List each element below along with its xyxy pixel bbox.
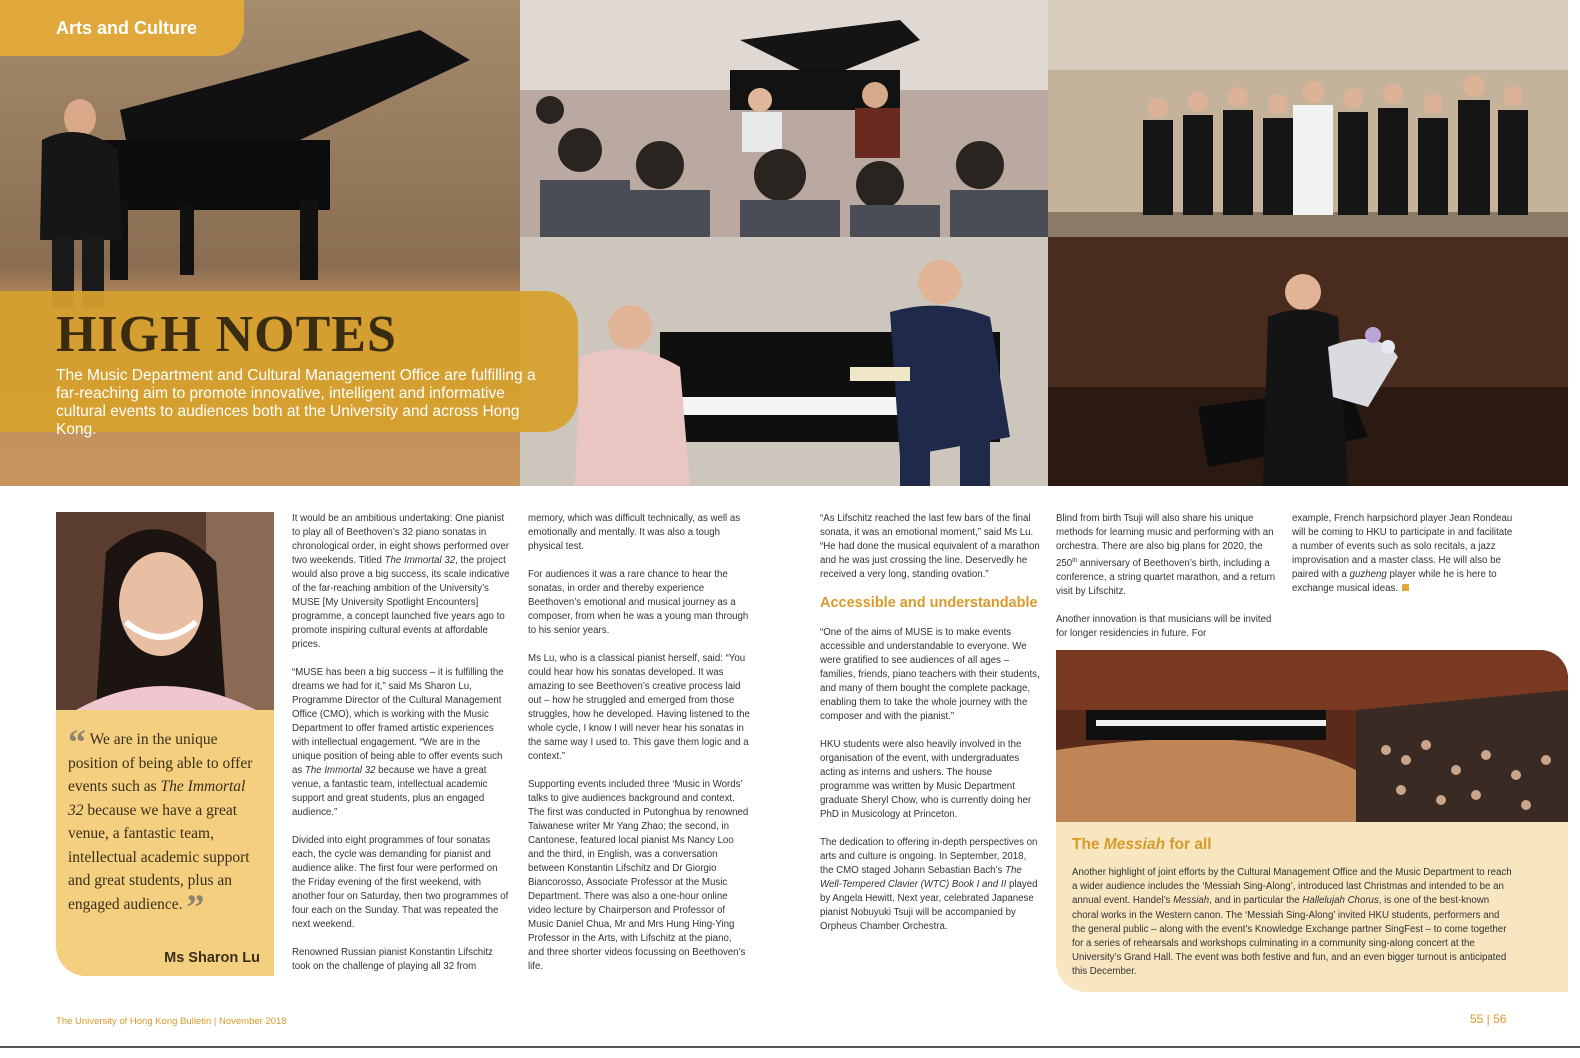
photo-pianist-bouquet: [1048, 237, 1568, 486]
photo-choir-concert: [1056, 650, 1568, 822]
bottom-rule: [0, 1046, 1580, 1048]
paragraph: Supporting events included three ‘Music in Words’ talks to give audiences background and context. The first was conducted in Putonghua by renowned Taiwanese writer Mr Yang Zhao; the second, in Cantonese, featured local pianist Ms Nancy Loo and the third, in English, was a conversation between Konstantin Lifschitz and Dr Giorgio Biancorosso, Associate Professor at the Music Department. There was also a one-hour online video lecture by Chairperson and Professor of Music Daniel Chua, Mr and Mrs Hung Hing-Ying Professor in the Arts, with Lifschitz at the piano, and three shorter videos focussing on Beethoven’s life.: [528, 779, 749, 972]
paragraph: example, French harpsichord player Jean Rondeau will be coming to HKU to participate in and facilitate a number of events such as solo recitals, a jazz improvisation and a master class. He will also be paired with a guzheng player while he is here to exchange musical ideas.: [1292, 513, 1513, 594]
paragraph: HKU students were also heavily involved in the organisation of the event, with undergraduates acting as interns and ushers. The house programme was written by Music Department graduate Sheryl Chow, who is currently doing her PhD in Musicology at Princeton.: [820, 739, 1032, 820]
pull-quote-body: We are in the unique position of being able to offer events such as: [68, 731, 253, 795]
portrait-photo: [56, 512, 274, 710]
article-column-3: [820, 512, 1042, 948]
paragraph: Renowned Russian pianist Konstantin Lifschitz took on the challenge of playing all 32 from: [292, 947, 493, 972]
pull-quote: [56, 710, 274, 976]
paragraph: Ms Lu, who is a classical pianist herself, said: “You could hear how his sonatas developed. It was amazing to see Beethoven’s creative process laid out – how he struggled and emerged from those struggles, how he developed. Having listened to the whole cycle, I know I will never hear his sonatas in the same way I used to. This gave them logic and a context.”: [528, 653, 750, 762]
paragraph: Divided into eight programmes of four sonatas each, the cycle was demanding for pianist and audience alike. The first four were performed on the Friday evening of the first weekend, with another four on Saturday, then two programmes of four each on the Sunday. That was repeated the next weekend.: [292, 835, 509, 930]
paragraph: “MUSE has been a big success – it is fulfilling the dreams we had for it,” said Ms Sharon Lu, Programme Director of the Cultural Management Office (CMO), which is working with the Music Department to offer framed artistic experiences with intellectual engagement. “We are in the unique position of being able to offer events such as The Immortal 32 because we have a great venue, a fantastic team, intellectual academic support and great students, plus an engaged audience.”: [292, 667, 504, 818]
standfirst: The Music Department and Cultural Management Office are fulfilling a far-reaching aim to promote innovative, intelligent and informative cultural events to audiences both at the University and across Hong Kong.: [56, 367, 536, 438]
pull-quote-body-end: because we have a great venue, a fantastic team, intellectual academic support and great students, plus an engaged audience.: [68, 801, 250, 913]
open-quote-mark: “: [68, 722, 86, 762]
paragraph: It would be an ambitious undertaking: One pianist to play all of Beethoven’s 32 piano sonatas in chronological order, in eight shows performed over two weekends. Titled The Immortal 32, the project would also prove a big success, its scale indicative of the far-reaching ambition of the University’s MUSE [My University Spotlight Encounters] programme, a concept launched five years ago to promote inspiring cultural events at affordable prices.: [292, 513, 510, 650]
subheading: Accessible and understandable: [820, 595, 1038, 611]
section-tag: Arts and Culture: [0, 0, 244, 56]
paragraph: The dedication to offering in-depth perspectives on arts and culture is ongoing. In September, 2018, the CMO staged Johann Sebastian Bach’s The Well-Tempered Clavier (WTC) Book I and II played by Angela Hewitt. Next year, celebrated Japanese pianist Nobuyuki Tsuji will be accompanied by Orpheus Chamber Orchestra.: [820, 837, 1038, 932]
photo-group-portrait: [1048, 0, 1568, 237]
article-column-4: [1056, 512, 1278, 655]
paragraph: Another innovation is that musicians will be invited for longer residencies in future. For: [1056, 614, 1272, 640]
paragraph: “As Lifschitz reached the last few bars of the final sonata, it was an emotional moment,” said Ms Lu. “He had done the musical equivalent of a marathon and he was just crossing the line. Deservedly he received a very long, standing ovation.”: [820, 513, 1040, 580]
sidebar-body: Another highlight of joint efforts by the Cultural Management Office and the Music Department to reach a wider audience includes the ‘Messiah Sing-Along’, introduced last Christmas and intended to be an annual event. Handel’s Messiah, and in particular the Hallelujah Chorus, is one of the best-known choral works in the Western canon. The ‘Messiah Sing-Along’ invited HKU students, performers and the general public – along with the event’s Knowledge Exchange partner SingFest – to come together for a series of rehearsals and workshops culminating in a community sing-along concert at the University’s Grand Hall. The event was both festive and fun, and an even bigger turnout is anticipated this December.: [1072, 867, 1512, 978]
photo-piano-conversation: [520, 237, 1048, 486]
publication-footer: The University of Hong Kong Bulletin | November 2018: [56, 1016, 287, 1027]
page-numbers: 55 | 56: [1470, 1012, 1507, 1026]
headline: HIGH NOTES: [56, 306, 397, 363]
paragraph: memory, which was difficult technically, as well as emotionally and mentally. It was also a tough physical test.: [528, 513, 741, 552]
paragraph: For audiences it was a rare chance to hear the sonatas, in order and thereby experience Beethoven’s emotional and musical journey as a composer, from when he was a young man through to his senior years.: [528, 569, 749, 636]
article-column-5: [1292, 512, 1518, 610]
paragraph: Blind from birth Tsuji will also share his unique methods for learning music and performing with an orchestra. There are also big plans for 2020, the 250th anniversary of Beethoven’s birth, including a conference, a string quartet marathon, and a return visit by Lifschitz.: [1056, 513, 1276, 598]
pull-quote-emphasis: The Immortal 32: [68, 778, 246, 819]
photo-audience-talk: [520, 0, 1048, 237]
close-quote-mark: ”: [186, 886, 205, 927]
title-panel: [0, 291, 578, 438]
sidebar-heading: The Messiah for all: [1072, 836, 1212, 853]
pull-quote-text: [68, 722, 262, 927]
pull-quote-attribution: Ms Sharon Lu: [164, 950, 260, 966]
end-mark-icon: [1402, 584, 1409, 591]
paragraph: “One of the aims of MUSE is to make events accessible and understandable to everyone. We were gratified to see audiences of all ages – families, friends, piano teachers with their students, and many of them bought the complete package, enabling them to take the whole journey with the composer and with the pianist.”: [820, 627, 1040, 722]
article-column-2: [528, 512, 750, 988]
article-column-1: [292, 512, 512, 988]
messiah-sidebar: [1056, 650, 1568, 992]
